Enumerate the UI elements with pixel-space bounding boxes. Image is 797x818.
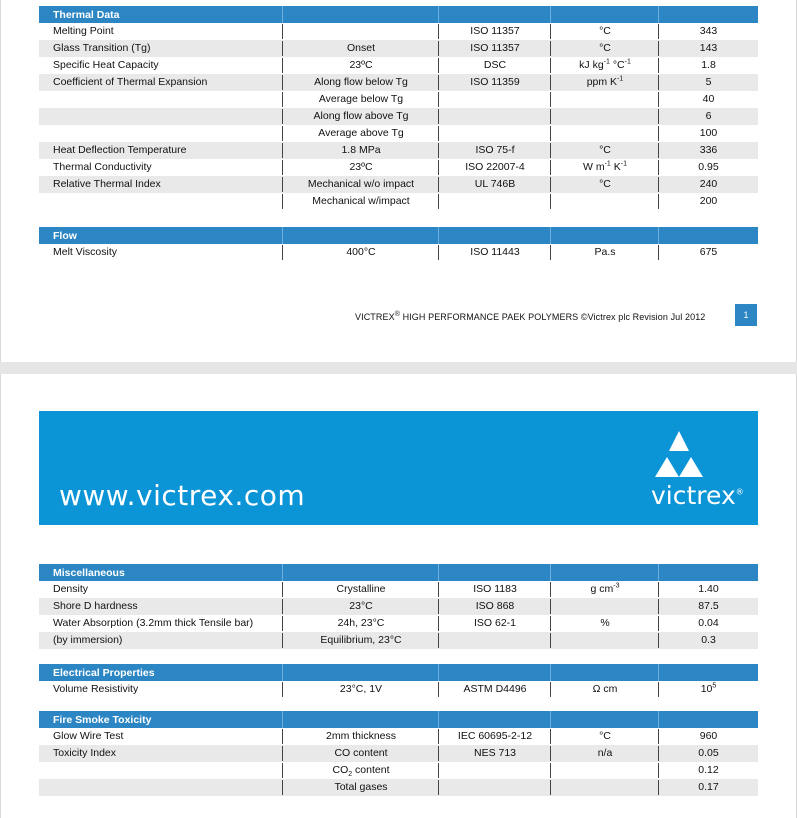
test-method-cell	[439, 108, 551, 125]
test-method-cell: ISO 11443	[470, 246, 520, 258]
column-divider	[282, 582, 283, 597]
column-divider	[438, 780, 439, 795]
column-divider	[438, 763, 439, 778]
column-divider	[282, 143, 283, 158]
property-cell	[53, 779, 293, 796]
value-cell: 240	[699, 178, 718, 190]
table-row	[39, 681, 758, 698]
unit-cell: W $m^{-1}$ $K^{-1}$	[583, 160, 627, 173]
condition-cell: Along flow below Tg	[314, 76, 408, 88]
page-footer: VICTREX® HIGH PERFORMANCE PAEK POLYMERS ©Victrex plc Revision Jul 2012	[355, 311, 706, 322]
column-divider	[282, 41, 283, 56]
column-divider	[438, 109, 439, 124]
property-cell: Volume Resistivity	[53, 683, 139, 695]
test-method-cell: NES 713	[473, 747, 517, 759]
value-cell: 143	[699, 42, 718, 54]
condition-cell: 400°C	[346, 246, 376, 258]
test-method-cell	[439, 125, 551, 142]
column-divider	[658, 633, 659, 648]
column-divider	[282, 780, 283, 795]
column-divider	[550, 729, 551, 744]
property-cell: Density	[53, 583, 89, 595]
column-divider	[438, 143, 439, 158]
test-method-cell	[439, 632, 551, 649]
value-cell: 343	[699, 25, 718, 37]
test-method-cell	[439, 779, 551, 796]
column-divider	[658, 599, 659, 614]
table-row	[39, 779, 758, 796]
datasheet-page-2	[0, 374, 797, 818]
condition-cell: Total gases	[334, 781, 388, 793]
miscellaneous-table	[39, 564, 758, 796]
column-divider	[438, 75, 439, 90]
value-cell: 0.17	[698, 781, 719, 793]
table-row	[39, 40, 758, 57]
column-divider	[550, 682, 551, 697]
value-cell: 675	[699, 246, 718, 258]
unit-cell: %	[600, 617, 610, 629]
column-divider	[658, 582, 659, 597]
unit-cell	[551, 91, 659, 108]
condition-cell: 24h, 23°C	[337, 617, 385, 629]
value-cell: 0.04	[698, 617, 719, 629]
condition-cell: Average above Tg	[318, 127, 404, 139]
column-divider	[438, 582, 439, 597]
table-row	[39, 762, 758, 779]
fire-smoke-toxicity-header	[39, 711, 758, 728]
condition-cell: 23°C	[349, 600, 373, 612]
table-row	[39, 728, 758, 745]
value-cell: 100	[699, 127, 718, 139]
flow-header	[39, 227, 758, 244]
column-divider	[658, 24, 659, 39]
value-cell: 960	[699, 730, 718, 742]
column-divider	[550, 143, 551, 158]
column-divider	[658, 92, 659, 107]
column-divider	[550, 109, 551, 124]
condition-cell: Equilibrium, 23°C	[320, 634, 402, 646]
electrical-header	[39, 664, 758, 681]
column-divider	[658, 58, 659, 73]
column-divider	[282, 746, 283, 761]
condition-cell: Crystalline	[336, 583, 386, 595]
value-cell: 0.12	[698, 764, 719, 776]
column-divider	[438, 24, 439, 39]
unit-cell	[551, 108, 659, 125]
value-cell: 1.40	[698, 583, 719, 595]
property-cell	[53, 91, 293, 108]
value-cell: 6	[705, 110, 712, 122]
column-divider	[550, 245, 551, 260]
unit-cell: Pa.s	[594, 246, 616, 258]
condition-cell: Average below Tg	[318, 93, 404, 105]
section-title: Thermal Data	[53, 8, 120, 21]
property-cell: Shore D hardness	[53, 600, 138, 612]
property-cell: Glow Wire Test	[53, 730, 124, 742]
value-cell: 87.5	[698, 600, 719, 612]
test-method-cell: ISO 11357	[470, 42, 520, 54]
test-method-cell: ISO 62-1	[473, 617, 517, 629]
column-divider	[658, 160, 659, 175]
table-row	[39, 193, 758, 210]
property-cell: Heat Deflection Temperature	[53, 144, 187, 156]
value-cell: 1.8	[701, 59, 716, 71]
table-row	[39, 125, 758, 142]
column-divider	[658, 780, 659, 795]
column-divider	[438, 746, 439, 761]
column-divider	[550, 177, 551, 192]
test-method-cell: DSC	[483, 59, 507, 71]
condition-cell: 1.8 MPa	[341, 144, 381, 156]
column-divider	[438, 177, 439, 192]
column-divider	[282, 160, 283, 175]
section-title: Flow	[53, 229, 77, 242]
column-divider	[550, 126, 551, 141]
value-cell: $10^5$	[700, 682, 717, 695]
unit-cell	[551, 632, 659, 649]
column-divider	[438, 58, 439, 73]
table-row	[39, 23, 758, 40]
property-cell	[53, 193, 293, 210]
unit-cell	[551, 762, 659, 779]
column-divider	[550, 633, 551, 648]
column-divider	[550, 75, 551, 90]
datasheet-page-1	[0, 0, 797, 362]
column-divider	[282, 126, 283, 141]
unit-cell: °C	[599, 42, 611, 54]
website-url[interactable]: www.victrex.com	[59, 479, 306, 512]
test-method-cell	[439, 193, 551, 210]
column-divider	[550, 780, 551, 795]
property-cell	[53, 125, 293, 142]
column-divider	[550, 616, 551, 631]
table-row	[39, 57, 758, 74]
condition-cell	[283, 23, 439, 40]
column-divider	[658, 616, 659, 631]
column-divider	[282, 682, 283, 697]
condition-cell: Along flow above Tg	[313, 110, 409, 122]
unit-cell: ppm $K^{-1}$	[586, 75, 624, 88]
column-divider	[438, 245, 439, 260]
column-divider	[550, 194, 551, 209]
section-title: Miscellaneous	[53, 566, 125, 579]
column-divider	[550, 582, 551, 597]
test-method-cell	[439, 762, 551, 779]
table-row	[39, 159, 758, 176]
test-method-cell: UL 746B	[474, 178, 516, 190]
unit-cell: °C	[599, 730, 611, 742]
property-cell: Melt Viscosity	[53, 246, 117, 258]
condition-cell: 23ºC	[349, 161, 373, 173]
column-divider	[438, 92, 439, 107]
column-divider	[658, 682, 659, 697]
column-divider	[282, 24, 283, 39]
table-row	[39, 74, 758, 91]
property-cell: Water Absorption (3.2mm thick Tensile bar)	[53, 617, 254, 629]
column-divider	[550, 599, 551, 614]
table-row	[39, 176, 758, 193]
value-cell: 200	[699, 195, 718, 207]
column-divider	[282, 58, 283, 73]
column-divider	[282, 763, 283, 778]
column-divider	[438, 682, 439, 697]
condition-cell: $CO_2$ content	[332, 764, 390, 779]
section-title: Electrical Properties	[53, 666, 155, 679]
test-method-cell: ASTM D4496	[463, 683, 527, 695]
property-cell: Coefficient of Thermal Expansion	[53, 76, 208, 88]
table-row	[39, 615, 758, 632]
value-cell: 0.05	[698, 747, 719, 759]
test-method-cell: IEC 60695-2-12	[457, 730, 533, 742]
test-method-cell: ISO 22007-4	[465, 161, 525, 173]
value-cell: 336	[699, 144, 718, 156]
property-cell	[53, 108, 293, 125]
condition-cell: 2mm thickness	[325, 730, 397, 742]
table-row	[39, 108, 758, 125]
column-divider	[438, 633, 439, 648]
column-divider	[282, 245, 283, 260]
table-row	[39, 244, 758, 261]
condition-cell: Mechanical w/o impact	[307, 178, 415, 190]
column-divider	[658, 41, 659, 56]
column-divider	[282, 194, 283, 209]
column-divider	[438, 194, 439, 209]
column-divider	[658, 729, 659, 744]
column-divider	[658, 177, 659, 192]
property-cell: Melting Point	[53, 25, 114, 37]
column-divider	[438, 616, 439, 631]
thermal-data-header	[39, 6, 758, 23]
condition-cell: 23°C, 1V	[339, 683, 383, 695]
column-divider	[550, 746, 551, 761]
column-divider	[658, 109, 659, 124]
table-row	[39, 632, 758, 649]
page-number: 1	[735, 304, 757, 326]
column-divider	[282, 729, 283, 744]
column-divider	[438, 599, 439, 614]
test-method-cell: ISO 11357	[470, 25, 520, 37]
test-method-cell: ISO 11359	[470, 76, 520, 88]
unit-cell: °C	[599, 178, 611, 190]
condition-cell: CO content	[334, 747, 388, 759]
unit-cell: °C	[599, 25, 611, 37]
unit-cell	[551, 779, 659, 796]
property-cell: Thermal Conductivity	[53, 161, 152, 173]
property-cell: Specific Heat Capacity	[53, 59, 159, 71]
column-divider	[282, 92, 283, 107]
column-divider	[282, 109, 283, 124]
value-cell: 40	[702, 93, 715, 105]
column-divider	[282, 616, 283, 631]
unit-cell	[551, 598, 659, 615]
property-cell	[53, 762, 293, 779]
table-row	[39, 142, 758, 159]
unit-cell: °C	[599, 144, 611, 156]
unit-cell	[551, 193, 659, 210]
test-method-cell: ISO 1183	[473, 583, 517, 595]
column-divider	[282, 633, 283, 648]
column-divider	[658, 245, 659, 260]
logo-wordmark: victrex®	[651, 481, 744, 510]
column-divider	[550, 763, 551, 778]
column-divider	[282, 599, 283, 614]
property-cell: Toxicity Index	[53, 747, 117, 759]
column-divider	[282, 177, 283, 192]
table-row	[39, 91, 758, 108]
property-cell: Glass Transition (Tg)	[53, 42, 151, 54]
property-cell: Relative Thermal Index	[53, 178, 161, 190]
unit-cell: Ω cm	[592, 683, 618, 695]
test-method-cell: ISO 75-f	[475, 144, 515, 156]
column-divider	[438, 126, 439, 141]
column-divider	[658, 143, 659, 158]
condition-cell: Mechanical w/impact	[312, 195, 410, 207]
value-cell: 5	[705, 76, 712, 88]
miscellaneous-header	[39, 564, 758, 581]
column-divider	[550, 41, 551, 56]
column-divider	[658, 75, 659, 90]
column-divider	[282, 75, 283, 90]
section-title: Fire Smoke Toxicity	[53, 713, 152, 726]
value-cell: 0.3	[701, 634, 716, 646]
value-cell: 0.95	[698, 161, 719, 173]
table-row	[39, 598, 758, 615]
column-divider	[550, 92, 551, 107]
unit-cell: kJ $kg^{-1}$ $^\circ C^{-1}$	[579, 58, 631, 71]
column-divider	[658, 194, 659, 209]
test-method-cell	[439, 91, 551, 108]
column-divider	[550, 24, 551, 39]
column-divider	[658, 763, 659, 778]
table-row	[39, 745, 758, 762]
unit-cell	[551, 125, 659, 142]
unit-cell: n/a	[597, 747, 613, 759]
unit-cell: g $cm^{-3}$	[590, 582, 620, 595]
column-divider	[550, 58, 551, 73]
column-divider	[658, 126, 659, 141]
column-divider	[550, 160, 551, 175]
column-divider	[438, 729, 439, 744]
condition-cell: 23ºC	[349, 59, 373, 71]
column-divider	[658, 746, 659, 761]
test-method-cell: ISO 868	[475, 600, 515, 612]
victrex-banner	[39, 411, 758, 525]
table-row	[39, 581, 758, 598]
column-divider	[438, 41, 439, 56]
condition-cell: Onset	[346, 42, 375, 54]
column-divider	[438, 160, 439, 175]
property-cell: (by immersion)	[53, 634, 123, 646]
thermal-data-table	[39, 6, 758, 261]
